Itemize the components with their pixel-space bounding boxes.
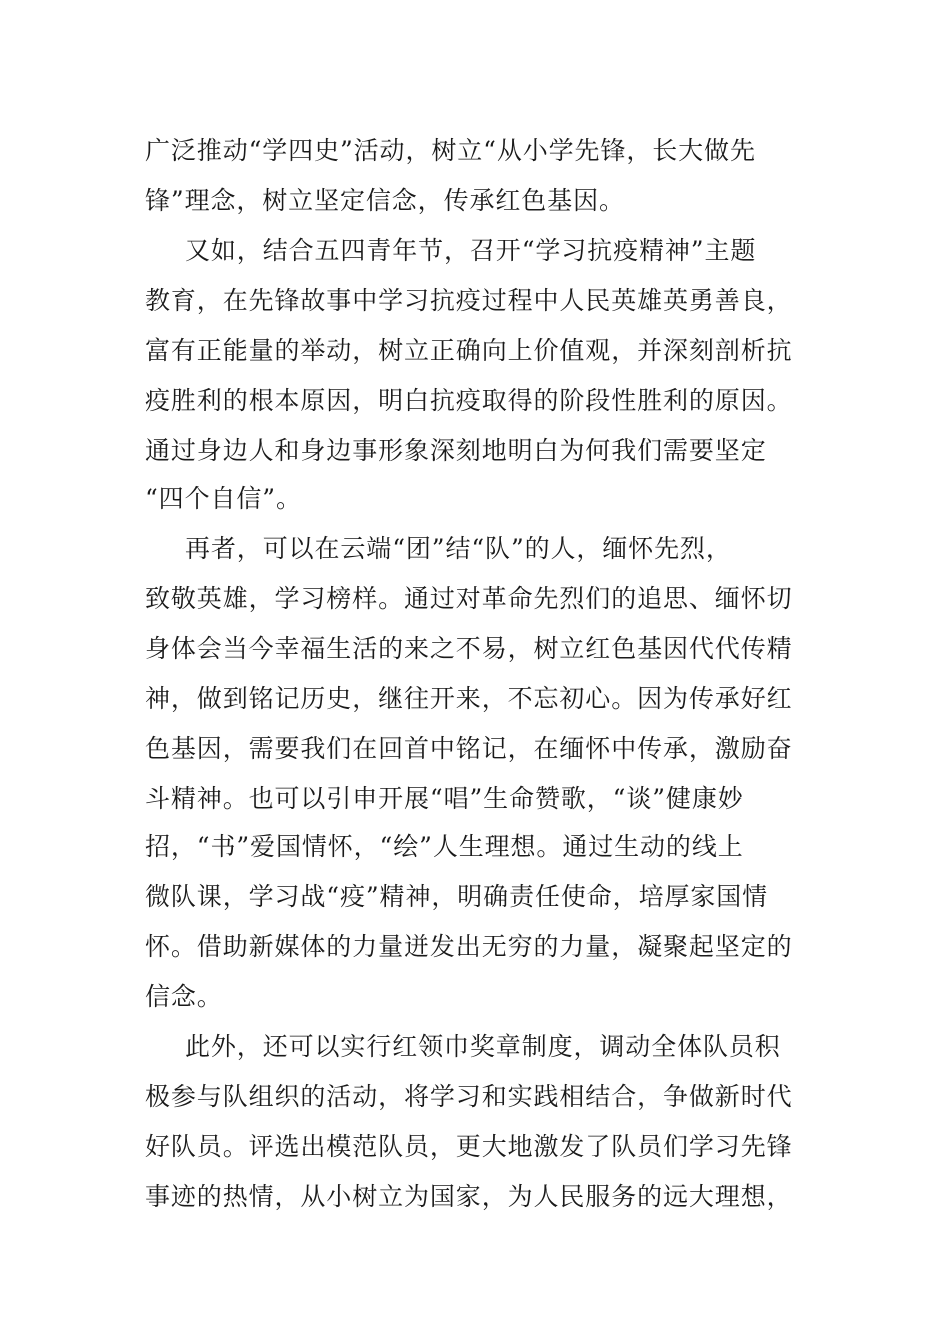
- text-line: 好队员。评选出模范队员，更大地激发了队员们学习先锋: [145, 1132, 793, 1161]
- text-line: 信念。: [145, 982, 223, 1011]
- text-line: 色基因，需要我们在回首中铭记，在缅怀中传承，激励奋: [145, 734, 793, 763]
- text-line: “四个自信”。: [145, 484, 302, 513]
- text-line: 极参与队组织的活动，将学习和实践相结合，争做新时代: [145, 1082, 793, 1111]
- paragraph-first-line: 又如，结合五四青年节，召开“学习抗疫精神”主题: [185, 236, 757, 265]
- paragraph-first-line: 再者，可以在云端“团”结“队”的人，缅怀先烈，: [185, 534, 732, 563]
- text-line: 锋”理念，树立坚定信念，传承红色基因。: [145, 186, 625, 215]
- text-line: 微队课，学习战“疫”精神，明确责任使命，培厚家国情: [145, 882, 769, 911]
- text-line: 通过身边人和身边事形象深刻地明白为何我们需要坚定: [145, 436, 767, 465]
- text-line: 疫胜利的根本原因，明白抗疫取得的阶段性胜利的原因。: [145, 386, 793, 415]
- text-line: 身体会当今幸福生活的来之不易，树立红色基因代代传精: [145, 634, 793, 663]
- text-line: 富有正能量的举动，树立正确向上价值观，并深刻剖析抗: [145, 336, 793, 365]
- text-line: 致敬英雄，学习榜样。通过对革命先烈们的追思、缅怀切: [145, 584, 793, 613]
- text-line: 事迹的热情，从小树立为国家，为人民服务的远大理想，: [145, 1182, 793, 1211]
- text-line: 怀。借助新媒体的力量迸发出无穷的力量，凝聚起坚定的: [145, 932, 793, 961]
- text-line: 广泛推动“学四史”活动，树立“从小学先锋，长大做先: [145, 136, 756, 165]
- text-line: 招，“书”爱国情怀，“绘”人生理想。通过生动的线上: [145, 832, 744, 861]
- paragraph-first-line: 此外，还可以实行红领巾奖章制度，调动全体队员积: [185, 1032, 781, 1061]
- text-line: 斗精神。也可以引申开展“唱”生命赞歌，“谈”健康妙: [145, 784, 744, 813]
- text-line: 教育，在先锋故事中学习抗疫过程中人民英雄英勇善良，: [145, 286, 793, 315]
- text-line: 神，做到铭记历史，继往开来，不忘初心。因为传承好红: [145, 684, 793, 713]
